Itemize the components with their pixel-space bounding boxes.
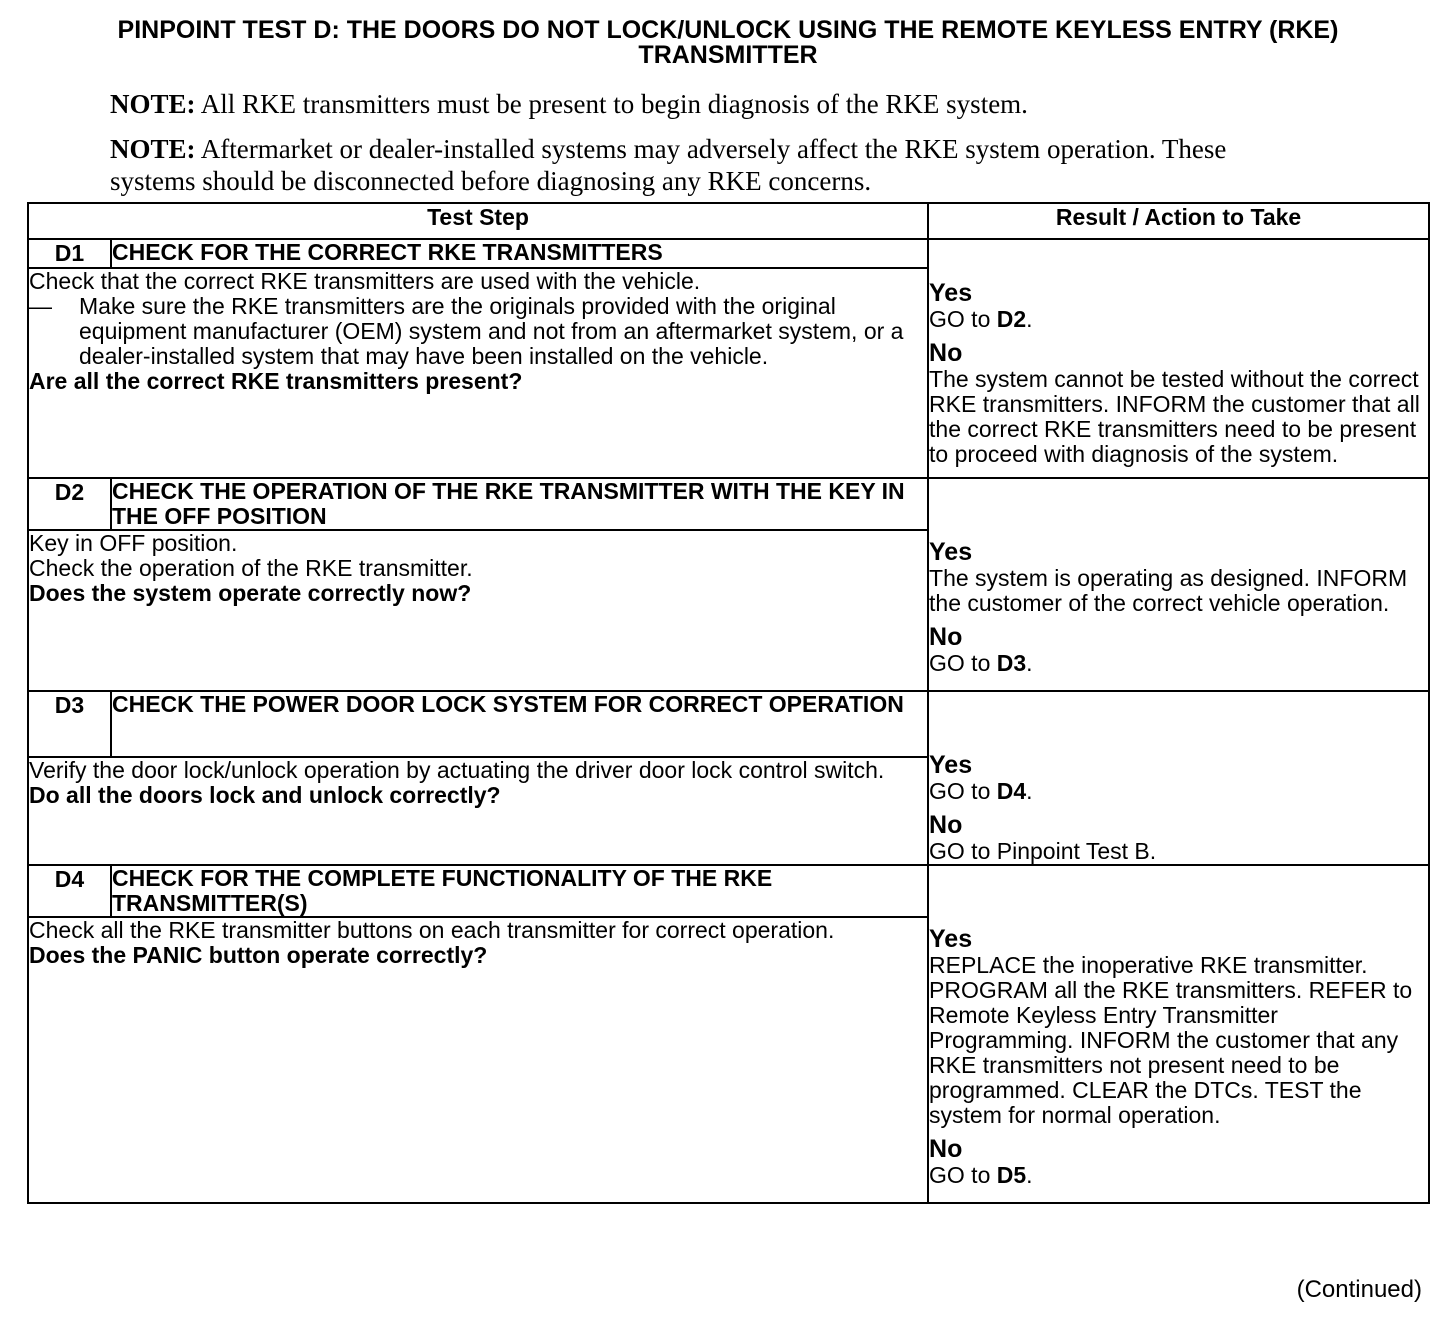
yes-label: Yes (929, 925, 973, 953)
no-label: No (929, 623, 963, 651)
bullet-text: Check that the correct RKE transmitters are used with the vehicle. (29, 268, 701, 294)
question-text: Does the PANIC button operate correctly? (29, 942, 488, 968)
step-body (28, 917, 928, 1203)
note-label: NOTE: (110, 89, 196, 119)
question-text: Do all the doors lock and unlock correctly? (29, 782, 501, 808)
step-id: D3 (28, 691, 111, 757)
page-title: PINPOINT TEST D: THE DOORS DO NOT LOCK/UNLOCK USING THE REMOTE KEYLESS ENTRY (RKE) TRANSMITTER (117, 16, 1339, 69)
step-body (28, 268, 928, 478)
step-heading: CHECK THE OPERATION OF THE RKE TRANSMITTER WITH THE KEY IN THE OFF POSITION (111, 478, 928, 530)
step-heading-row (28, 239, 1429, 268)
result-no (929, 1136, 1428, 1188)
step-heading-row (28, 865, 1429, 917)
step-question (29, 581, 927, 606)
result-yes (929, 280, 1428, 332)
no-label: No (929, 339, 963, 367)
step-result (928, 691, 1429, 865)
no-step-ref: D5 (996, 1162, 1027, 1188)
no-action (929, 1163, 1428, 1188)
step-question (29, 783, 927, 808)
step-bullet (29, 269, 927, 294)
no-action-end: . (1026, 650, 1033, 676)
yes-action (929, 307, 1428, 332)
yes-label: Yes (929, 538, 973, 566)
result-yes (929, 752, 1428, 804)
step-dash-item (29, 294, 927, 369)
no-action-text: GO to (929, 1162, 997, 1188)
no-label: No (929, 1135, 963, 1163)
step-body (28, 757, 928, 865)
result-yes (929, 539, 1428, 616)
yes-action-text: GO to (929, 306, 997, 332)
step-result (928, 478, 1429, 691)
no-action: GO to Pinpoint Test B. (929, 838, 1157, 864)
yes-action-end: . (1026, 778, 1033, 804)
step-heading-row (28, 478, 1429, 530)
no-action (929, 651, 1428, 676)
step-body (28, 530, 928, 691)
bullet-text: Verify the door lock/unlock operation by actuating the driver door lock control switch. (29, 757, 885, 783)
no-action-text: GO to (929, 650, 997, 676)
step-heading: CHECK FOR THE CORRECT RKE TRANSMITTERS (111, 239, 928, 268)
yes-action: The system is operating as designed. INFORM the customer of the correct vehicle operation. (929, 565, 1408, 616)
step-bullet (29, 918, 927, 943)
table-header-row (28, 203, 1429, 239)
bullet-text: Check the operation of the RKE transmitter. (29, 555, 473, 581)
bullet-text: Check all the RKE transmitter buttons on each transmitter for correct operation. (29, 917, 835, 943)
yes-label: Yes (929, 279, 973, 307)
yes-action (929, 779, 1428, 804)
step-heading: CHECK FOR THE COMPLETE FUNCTIONALITY OF THE RKE TRANSMITTER(S) (111, 865, 928, 917)
yes-action-text: GO to (929, 778, 997, 804)
step-heading-row (28, 691, 1429, 757)
yes-label: Yes (929, 751, 973, 779)
step-bullet (29, 531, 927, 556)
no-step-ref: D3 (996, 650, 1027, 676)
step-result (928, 239, 1429, 478)
note-2 (110, 133, 1310, 197)
note-label: NOTE: (110, 134, 196, 164)
result-yes (929, 926, 1428, 1128)
result-no (929, 340, 1428, 467)
step-result (928, 865, 1429, 1203)
note-text: All RKE transmitters must be present to begin diagnosis of the RKE system. (195, 89, 1028, 119)
step-bullet (29, 556, 927, 581)
step-question (29, 943, 927, 968)
yes-step-ref: D2 (996, 306, 1027, 332)
result-no (929, 812, 1428, 864)
step-id: D4 (28, 865, 111, 917)
question-text: Does the system operate correctly now? (29, 580, 472, 606)
step-bullet (29, 758, 927, 783)
result-no (929, 624, 1428, 676)
dash-text: Make sure the RKE transmitters are the originals provided with the original equipment manufacturer (OEM) system and not from an aftermarket system, or a dealer-installed system that may have been installed on the vehicle. (79, 293, 904, 369)
pinpoint-test-table (27, 202, 1430, 1204)
note-text: Aftermarket or dealer-installed systems may adversely affect the RKE system operation. These systems should be disconnected before diagnosing any RKE concerns. (110, 134, 1227, 196)
yes-action-end: . (1026, 306, 1033, 332)
step-id: D1 (28, 239, 111, 268)
yes-action: REPLACE the inoperative RKE transmitter. PROGRAM all the RKE transmitters. REFER to Remote Keyless Entry Transmitter Programming. INFORM the customer that any RKE transmitters not present need to be programmed. CLEAR the DTCs. TEST the system for normal operation. (929, 952, 1413, 1128)
no-action: The system cannot be tested without the correct RKE transmitters. INFORM the customer that all the correct RKE transmitters need to be present to proceed with diagnosis of the system. (929, 366, 1420, 467)
step-heading: CHECK THE POWER DOOR LOCK SYSTEM FOR CORRECT OPERATION (111, 691, 928, 757)
step-id: D2 (28, 478, 111, 530)
no-label: No (929, 811, 963, 839)
yes-step-ref: D4 (996, 778, 1027, 804)
bullet-text: Key in OFF position. (29, 530, 238, 556)
dash-mark: — (29, 293, 52, 319)
step-question (29, 369, 927, 394)
continued-label: (Continued) (1296, 1276, 1422, 1303)
header-result-action: Result / Action to Take (928, 203, 1429, 239)
no-action-end: . (1026, 1162, 1033, 1188)
header-test-step: Test Step (28, 203, 928, 239)
note-1 (110, 88, 1310, 120)
question-text: Are all the correct RKE transmitters present? (29, 368, 523, 394)
